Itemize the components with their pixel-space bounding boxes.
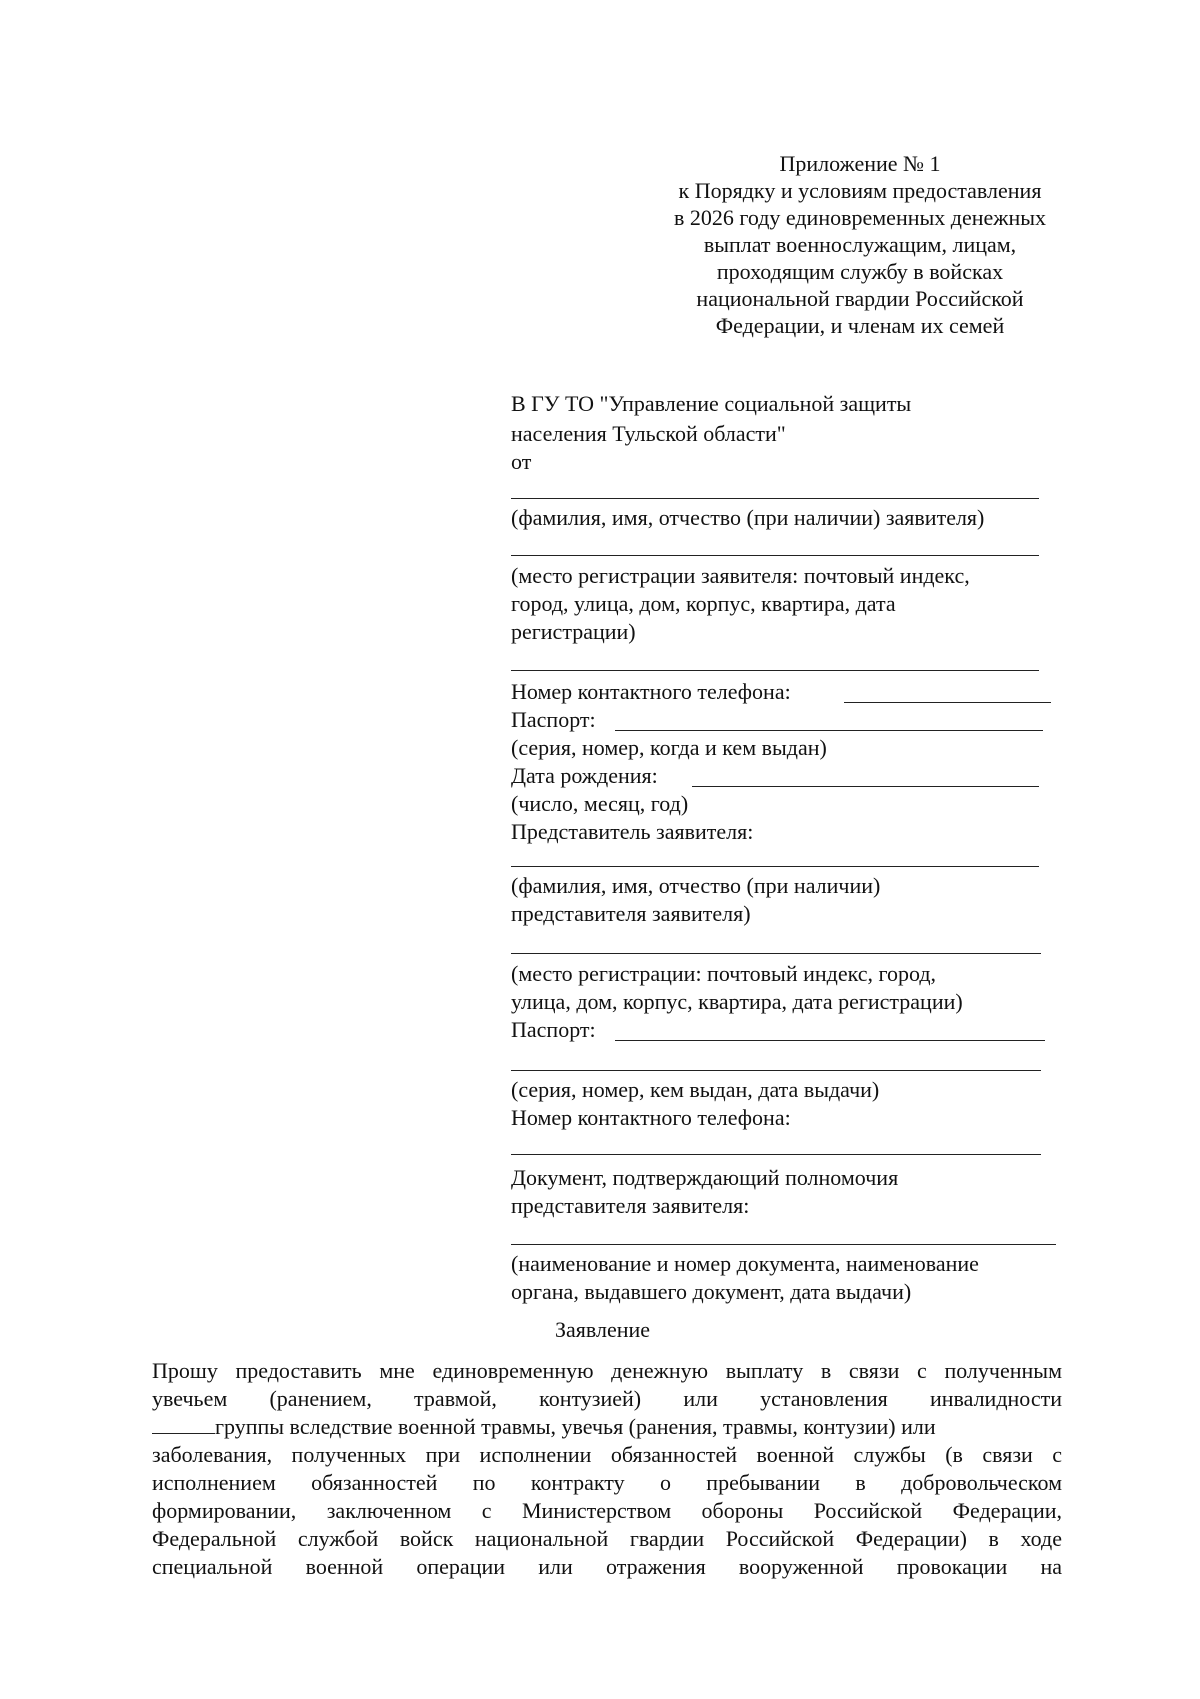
- rep-address-hint: улица, дом, корпус, квартира, дата регистрации): [511, 989, 963, 1014]
- appendix-line: национальной гвардии Российской: [696, 286, 1024, 311]
- birth-hint: (число, месяц, год): [511, 791, 689, 816]
- phone-field[interactable]: [844, 702, 1051, 703]
- passport-label: Паспорт:: [511, 707, 596, 732]
- appendix-line: проходящим службу в войсках: [716, 259, 1004, 284]
- rep-name-hint: (фамилия, имя, отчество (при наличии): [511, 873, 881, 898]
- rep-address-field[interactable]: [511, 953, 1041, 954]
- birth-label: Дата рождения:: [511, 763, 658, 788]
- passport-hint: (серия, номер, когда и кем выдан): [511, 735, 827, 760]
- appendix-line: к Порядку и условиям предоставления: [678, 178, 1042, 203]
- appendix-line: выплат военнослужащим, лицам,: [703, 232, 1017, 257]
- statement-line: увечьем (ранением, травмой, контузией) или установления инвалидности: [152, 1386, 1062, 1411]
- applicant-address-field[interactable]: [511, 555, 1039, 556]
- rep-passport-field[interactable]: [615, 1040, 1045, 1041]
- addressee-from: от: [511, 449, 532, 474]
- authority-doc-label: Документ, подтверждающий полномочия: [511, 1165, 899, 1190]
- authority-doc-hint: (наименование и номер документа, наименование: [511, 1251, 979, 1276]
- statement-line: исполнением обязанностей по контракту о пребывании в добровольческом: [152, 1470, 1062, 1495]
- appendix-line: в 2026 году единовременных денежных: [673, 205, 1047, 230]
- statement-line: [152, 1413, 1062, 1440]
- addressee-org-line2: населения Тульской области": [511, 421, 786, 446]
- rep-passport-label: Паспорт:: [511, 1017, 596, 1042]
- applicant-name-hint: (фамилия, имя, отчество (при наличии) заявителя): [511, 505, 985, 530]
- applicant-address-hint: регистрации): [511, 619, 636, 644]
- appendix-line: Приложение № 1: [779, 151, 941, 176]
- appendix-line: Федерации, и членам их семей: [715, 313, 1005, 338]
- statement-line: формировании, заключенном с Министерством обороны Российской Федерации,: [152, 1498, 1062, 1523]
- rep-phone-field[interactable]: [511, 1154, 1041, 1155]
- representative-label: Представитель заявителя:: [511, 819, 754, 844]
- passport-field[interactable]: [615, 730, 1043, 731]
- phone-label: Номер контактного телефона:: [511, 679, 791, 704]
- rep-name-field[interactable]: [511, 866, 1039, 867]
- appendix-header: [640, 150, 1080, 339]
- addressee-org-line1: В ГУ ТО "Управление социальной защиты: [511, 391, 912, 416]
- birth-date-field[interactable]: [692, 786, 1039, 787]
- statement-title: Заявление: [555, 1317, 651, 1342]
- statement-line: специальной военной операции или отражения вооруженной провокации на: [152, 1554, 1062, 1579]
- authority-doc-hint: органа, выдавшего документ, дата выдачи): [511, 1279, 912, 1304]
- authority-doc-label: представителя заявителя:: [511, 1193, 750, 1218]
- authority-doc-field[interactable]: [511, 1244, 1056, 1245]
- statement-line: Федеральной службой войск национальной гвардии Российской Федерации) в ходе: [152, 1526, 1062, 1551]
- rep-passport-field-2[interactable]: [511, 1070, 1041, 1071]
- statement-line: Прошу предоставить мне единовременную денежную выплату в связи с полученным: [152, 1358, 1062, 1383]
- rep-address-hint: (место регистрации: почтовый индекс, город,: [511, 961, 937, 986]
- applicant-extra-field[interactable]: [511, 670, 1039, 671]
- disability-group-field[interactable]: [152, 1415, 215, 1434]
- applicant-name-field[interactable]: [511, 498, 1039, 499]
- rep-name-hint: представителя заявителя): [511, 901, 751, 926]
- statement-line: заболевания, полученных при исполнении обязанностей военной службы (в связи с: [152, 1442, 1062, 1467]
- applicant-address-hint: город, улица, дом, корпус, квартира, дата: [511, 591, 896, 616]
- statement-line-text: группы вследствие военной травмы, увечья (ранения, травмы, контузии) или: [215, 1414, 936, 1439]
- rep-passport-hint: (серия, номер, кем выдан, дата выдачи): [511, 1077, 880, 1102]
- rep-phone-label: Номер контактного телефона:: [511, 1105, 791, 1130]
- applicant-address-hint: (место регистрации заявителя: почтовый индекс,: [511, 563, 970, 588]
